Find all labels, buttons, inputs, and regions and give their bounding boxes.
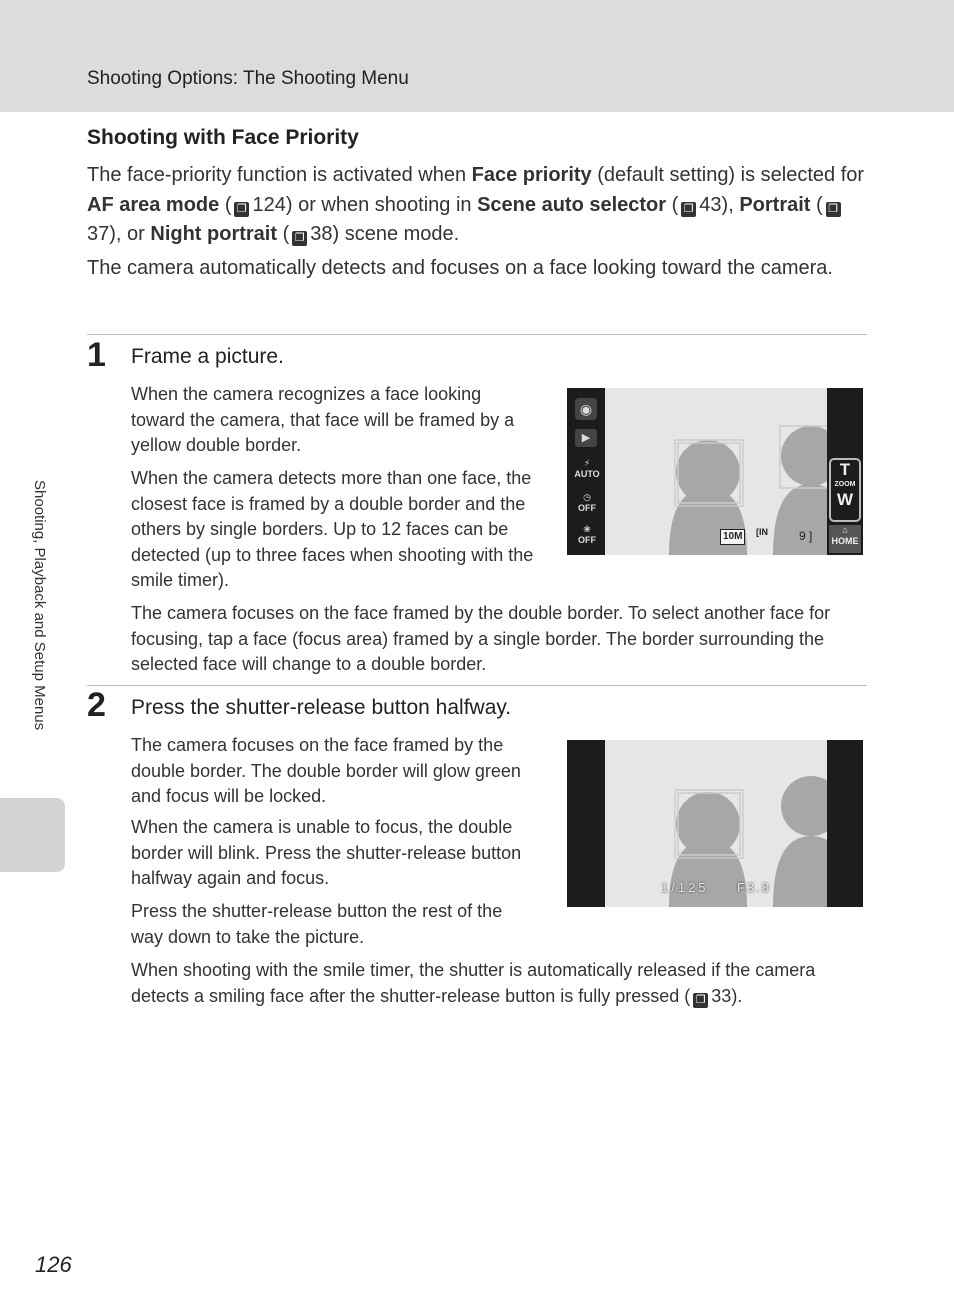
af-area-mode-term: AF area mode [87, 193, 220, 216]
person-head [676, 792, 740, 856]
divider [87, 334, 867, 335]
person-body [773, 484, 827, 555]
camera-screen-1 [567, 388, 863, 555]
page-ref-link[interactable]: 124 [252, 193, 286, 216]
aperture-readout: F3.8 [737, 880, 772, 895]
night-portrait-term: Night portrait [150, 223, 278, 245]
step-title: Frame a picture. [131, 345, 284, 368]
zoom-wide-label: W [836, 490, 854, 509]
side-tab [0, 798, 65, 872]
face-frame-illustration [605, 388, 827, 555]
viewfinder [605, 740, 827, 907]
step-paragraph: The camera focuses on the face framed by the double border. To select another face for focusing, tap a face (focus area) framed by a single border. The border surrounding the selected face will change to a double border. [131, 603, 831, 674]
flash-auto-icon[interactable]: ⚡ AUTO [574, 458, 600, 479]
zoom-control[interactable] [829, 458, 861, 522]
intro-paragraph-1: The face-priority function is activated when Face priority (default setting) is selected for AF area mode ( ❐ 124) or when shooting in Scene auto selector ( ❐ 43), Portrait ( ❐37), or Night portrait ( ❐ 38) scene mode. [87, 164, 865, 245]
face-frame-illustration [605, 740, 827, 907]
page-ref-icon: ❐ [292, 231, 307, 246]
person-body [773, 836, 827, 907]
step-paragraph: The camera focuses on the face framed by the double border. The double border will glow green and focus will be locked. [131, 735, 521, 806]
side-tab-label-wrap [28, 480, 48, 790]
page-ref-link[interactable]: 33 [711, 985, 732, 1006]
step-number: 2 [87, 686, 106, 724]
smile-timer-note: When shooting with the smile timer, the shutter is automatically released if the camera detects a smiling face after the shutter-release button is fully pressed ( ❐ 33). [131, 960, 816, 1006]
page-ref-icon: ❐ [826, 202, 841, 217]
internal-memory-indicator: [IN [756, 527, 768, 537]
portrait-term: Portrait [739, 193, 811, 216]
page-ref-link[interactable]: 38 [310, 223, 333, 245]
macro-off-icon[interactable]: ❀ OFF [578, 524, 596, 545]
person-head [781, 426, 827, 486]
camera-mode-icon[interactable]: ◉ [575, 398, 597, 420]
step-paragraph: When the camera detects more than one face, the closest face is framed by a double border and the others by single borders. Up to 12 faces can be detected (up to three faces when shooting with the smile timer). [131, 468, 534, 590]
self-timer-off-icon[interactable]: ◷ OFF [578, 492, 596, 513]
playback-icon[interactable]: ▶ [575, 429, 597, 447]
page-ref-icon: ❐ [234, 202, 249, 217]
viewfinder [605, 388, 827, 555]
step-paragraph: When the camera is unable to focus, the double border will blink. Press the shutter-release button halfway again and focus. [131, 817, 522, 888]
step-paragraph: Press the shutter-release button the rest of the way down to take the picture. [131, 901, 503, 947]
zoom-tele-label: T [839, 460, 851, 479]
side-tab-label: Shooting, Playback and Setup Menus [31, 480, 48, 731]
home-button[interactable]: ⌂ HOME [829, 525, 861, 553]
person-head [781, 776, 827, 836]
page-ref-link[interactable]: 43 [699, 193, 722, 216]
zoom-label: ZOOM [834, 481, 856, 488]
header-title: Shooting Options: The Shooting Menu [87, 68, 409, 89]
shutter-speed-readout: 1/125 [661, 880, 709, 895]
camera-screen-2 [567, 740, 863, 907]
image-size-indicator: 10M [720, 529, 745, 545]
step-paragraph: When the camera recognizes a face looking toward the camera, that face will be framed by a yellow double border. [131, 384, 515, 455]
intro-paragraph-2: The camera automatically detects and focuses on a face looking toward the camera. [87, 257, 833, 279]
person-head [676, 440, 740, 504]
divider [87, 685, 867, 686]
header-band [0, 0, 954, 112]
step-title: Press the shutter-release button halfway. [131, 696, 512, 719]
page-ref-icon: ❐ [693, 993, 708, 1008]
face-priority-term: Face priority [471, 164, 592, 186]
scene-auto-selector-term: Scene auto selector [477, 193, 667, 216]
page-ref-icon: ❐ [681, 202, 696, 217]
exposures-remaining: 9 ] [799, 529, 813, 543]
page-ref-link[interactable]: 37 [87, 223, 110, 245]
page-number: 126 [35, 1252, 72, 1277]
step-number: 1 [87, 336, 106, 374]
section-title: Shooting with Face Priority [87, 126, 359, 149]
